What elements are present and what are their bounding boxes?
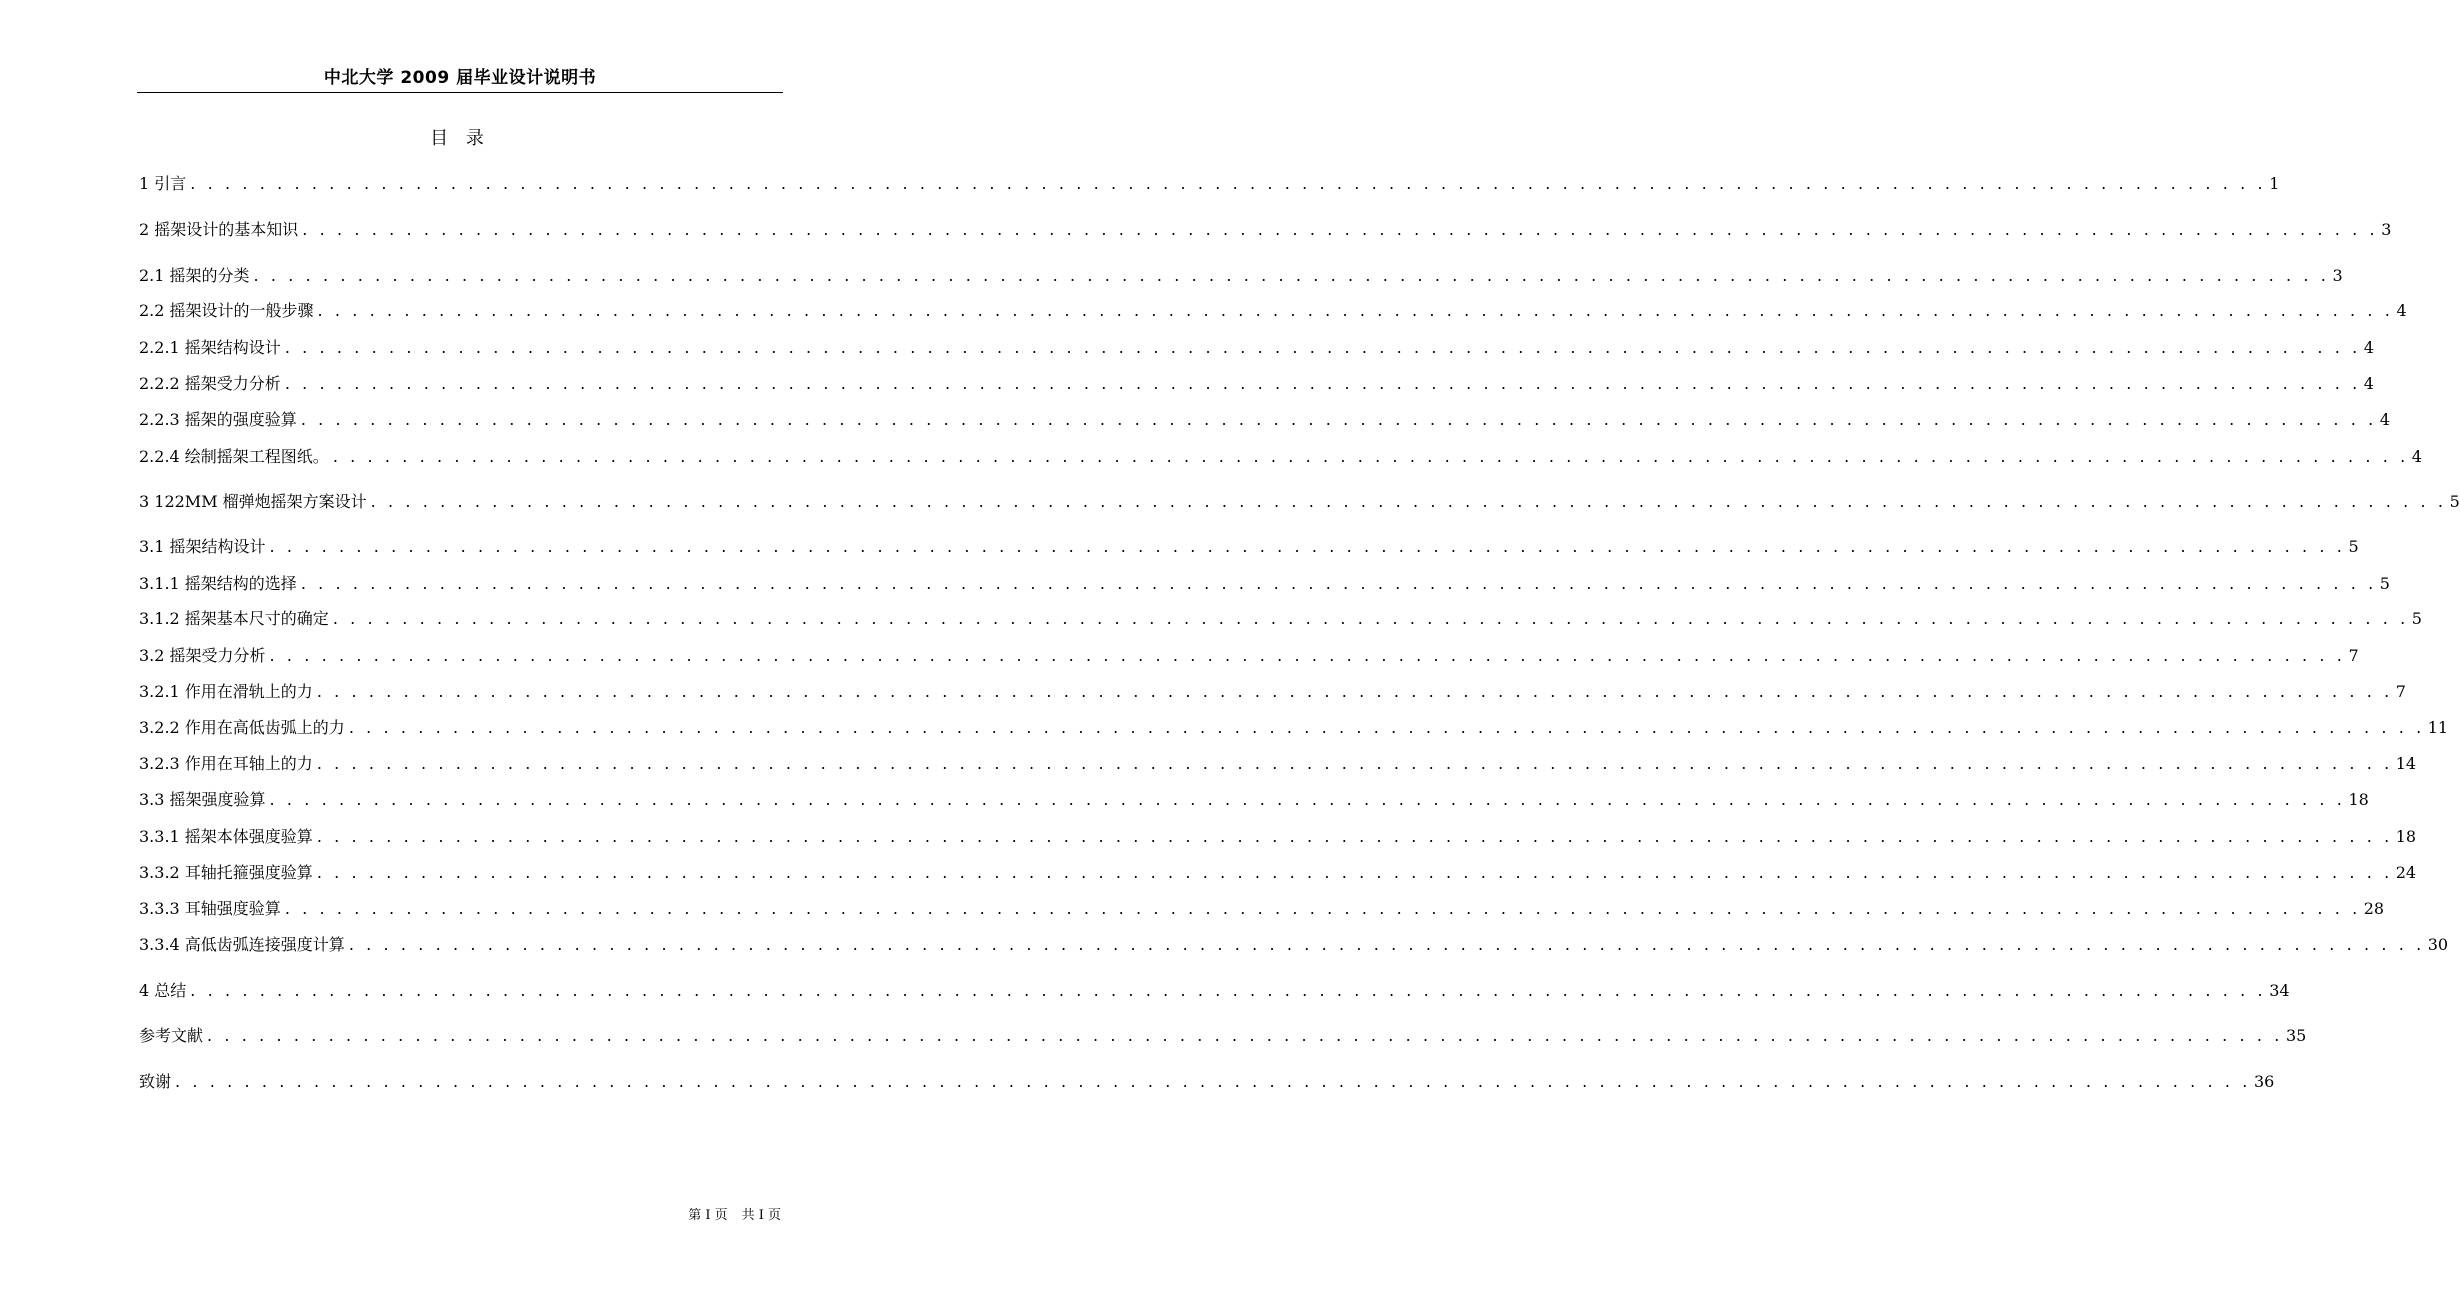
toc-entry-page-number: 1 <box>2269 174 2280 193</box>
toc-entry-label: 3.1.2 摇架基本尺寸的确定 <box>139 609 329 628</box>
toc-entry-page-number: 4 <box>2363 374 2374 393</box>
toc-entry-label: 3.2 摇架受力分析 <box>139 646 266 665</box>
toc-entry-page-number: 34 <box>2269 981 2290 1000</box>
toc-dot-leader: . . . . . . . . . . . . . . . . . . . . . . . . . . . . . . . . . . . . . . . . . . . . . . . . . . . . . . . . . . . . . . . . . . . . . . . . . . . . . . . . . . . . . . . . . . . . . . . . . . . . . . . . . . . . . . . . . . . . . . . . <box>190 981 2267 1000</box>
toc-entry-page-number: 35 <box>2285 1026 2307 1045</box>
toc-entry-label: 2.2.1 摇架结构设计 <box>139 338 281 357</box>
toc-entry-label: 2.1 摇架的分类 <box>139 266 250 285</box>
toc-title: 目 录 <box>430 128 490 149</box>
toc-entry-label: 3.2.3 作用在耳轴上的力 <box>139 754 313 773</box>
toc-entry-label: 3.3 摇架强度验算 <box>139 790 266 809</box>
toc-entry-label: 致谢 <box>139 1072 172 1091</box>
toc-entry-page-number: 4 <box>2411 447 2422 466</box>
toc-dot-leader: . . . . . . . . . . . . . . . . . . . . . . . . . . . . . . . . . . . . . . . . . . . . . . . . . . . . . . . . . . . . . . . . . . . . . . . . . . . . . . . . . . . . . . . . . . . . . . . . . . . . . . . . . . . . . . . . . . . . . . . . <box>302 220 2379 239</box>
page-header <box>137 64 783 93</box>
toc-entry <box>139 716 2449 740</box>
toc-entry-page-number: 3 <box>2332 266 2343 285</box>
toc-entry <box>139 897 2385 921</box>
footer-current-page: 第 I 页 <box>688 1208 728 1223</box>
toc-entry-page-number: 5 <box>2411 609 2422 628</box>
toc-entry-label: 3.3.2 耳轴托箍强度验算 <box>139 863 313 882</box>
toc-entry-label: 3.1.1 摇架结构的选择 <box>139 574 297 593</box>
toc-dot-leader: . . . . . . . . . . . . . . . . . . . . . . . . . . . . . . . . . . . . . . . . . . . . . . . . . . . . . . . . . . . . . . . . . . . . . . . . . . . . . . . . . . . . . . . . . . . . . . . . . . . . . . . . . . . . . . . . . . . . . . . . <box>316 863 2393 882</box>
toc-dot-leader: . . . . . . . . . . . . . . . . . . . . . . . . . . . . . . . . . . . . . . . . . . . . . . . . . . . . . . . . . . . . . . . . . . . . . . . . . . . . . . . . . . . . . . . . . . . . . . . . . . . . . . . . . . . . . . . . . . . . . . . . <box>269 790 2346 809</box>
toc-dot-leader: . . . . . . . . . . . . . . . . . . . . . . . . . . . . . . . . . . . . . . . . . . . . . . . . . . . . . . . . . . . . . . . . . . . . . . . . . . . . . . . . . . . . . . . . . . . . . . . . . . . . . . . . . . . . . . . . . . . . . . . . <box>332 447 2409 466</box>
header-title: 中北大学 2009 届毕业设计说明书 <box>323 68 597 88</box>
toc-entry-label: 1 引言 <box>139 174 187 193</box>
toc-entry-page-number: 3 <box>2381 220 2392 239</box>
toc-entry <box>139 1024 2307 1048</box>
toc-entry-page-number: 11 <box>2427 718 2449 737</box>
toc-entry-label: 参考文献 <box>139 1026 204 1045</box>
toc-entry-label: 2.2.2 摇架受力分析 <box>139 374 281 393</box>
toc-entry <box>139 1070 2275 1094</box>
toc-dot-leader: . . . . . . . . . . . . . . . . . . . . . . . . . . . . . . . . . . . . . . . . . . . . . . . . . . . . . . . . . . . . . . . . . . . . . . . . . . . . . . . . . . . . . . . . . . . . . . . . . . . . . . . . . . . . . . . . . . . . . . . . <box>253 266 2330 285</box>
toc-entry-page-number: 5 <box>2449 492 2460 511</box>
toc-entry-label: 2.2 摇架设计的一般步骤 <box>139 301 314 320</box>
toc-entry <box>139 788 2369 812</box>
toc-entry <box>139 218 2392 242</box>
toc-entry-label: 3.3.4 高低齿弧连接强度计算 <box>139 935 345 954</box>
toc-entry <box>139 408 2390 432</box>
toc-entry <box>139 825 2417 849</box>
toc-entry <box>139 752 2417 776</box>
toc-dot-leader: . . . . . . . . . . . . . . . . . . . . . . . . . . . . . . . . . . . . . . . . . . . . . . . . . . . . . . . . . . . . . . . . . . . . . . . . . . . . . . . . . . . . . . . . . . . . . . . . . . . . . . . . . . . . . . . . . . . . . . . . <box>269 646 2346 665</box>
toc-dot-leader: . . . . . . . . . . . . . . . . . . . . . . . . . . . . . . . . . . . . . . . . . . . . . . . . . . . . . . . . . . . . . . . . . . . . . . . . . . . . . . . . . . . . . . . . . . . . . . . . . . . . . . . . . . . . . . . . . . . . . . . . <box>207 1026 2283 1045</box>
toc-entry-label: 3.2.1 作用在滑轨上的力 <box>139 682 313 701</box>
toc-entry-page-number: 18 <box>2395 827 2417 846</box>
toc-entry-page-number: 4 <box>2363 338 2374 357</box>
toc-entry <box>139 490 2460 514</box>
toc-dot-leader: . . . . . . . . . . . . . . . . . . . . . . . . . . . . . . . . . . . . . . . . . . . . . . . . . . . . . . . . . . . . . . . . . . . . . . . . . . . . . . . . . . . . . . . . . . . . . . . . . . . . . . . . . . . . . . . . . . . . . . . . <box>332 609 2409 628</box>
toc-dot-leader: . . . . . . . . . . . . . . . . . . . . . . . . . . . . . . . . . . . . . . . . . . . . . . . . . . . . . . . . . . . . . . . . . . . . . . . . . . . . . . . . . . . . . . . . . . . . . . . . . . . . . . . . . . . . . . . . . . . . . . . . <box>300 410 2377 429</box>
toc-entry-label: 2.2.3 摇架的强度验算 <box>139 410 297 429</box>
toc-entry <box>139 299 2407 323</box>
toc-entry-page-number: 30 <box>2427 935 2449 954</box>
toc-dot-leader: . . . . . . . . . . . . . . . . . . . . . . . . . . . . . . . . . . . . . . . . . . . . . . . . . . . . . . . . . . . . . . . . . . . . . . . . . . . . . . . . . . . . . . . . . . . . . . . . . . . . . . . . . . . . . . . . . . . . . . . . <box>316 754 2393 773</box>
toc-dot-leader: . . . . . . . . . . . . . . . . . . . . . . . . . . . . . . . . . . . . . . . . . . . . . . . . . . . . . . . . . . . . . . . . . . . . . . . . . . . . . . . . . . . . . . . . . . . . . . . . . . . . . . . . . . . . . . . . . . . . . . . . <box>316 682 2393 701</box>
footer-total-pages: 共 I 页 <box>741 1208 781 1223</box>
toc-entry-label: 3.3.3 耳轴强度验算 <box>139 899 281 918</box>
toc-dot-leader: . . . . . . . . . . . . . . . . . . . . . . . . . . . . . . . . . . . . . . . . . . . . . . . . . . . . . . . . . . . . . . . . . . . . . . . . . . . . . . . . . . . . . . . . . . . . . . . . . . . . . . . . . . . . . . . . . . . . . . . . <box>190 174 2267 193</box>
toc-entry-page-number: 7 <box>2395 682 2406 701</box>
toc-dot-leader: . . . . . . . . . . . . . . . . . . . . . . . . . . . . . . . . . . . . . . . . . . . . . . . . . . . . . . . . . . . . . . . . . . . . . . . . . . . . . . . . . . . . . . . . . . . . . . . . . . . . . . . . . . . . . . . . . . . . . . . . <box>269 537 2346 556</box>
toc-dot-leader: . . . . . . . . . . . . . . . . . . . . . . . . . . . . . . . . . . . . . . . . . . . . . . . . . . . . . . . . . . . . . . . . . . . . . . . . . . . . . . . . . . . . . . . . . . . . . . . . . . . . . . . . . . . . . . . . . . . . . . . . <box>284 374 2361 393</box>
toc-entry-label: 2.2.4 绘制摇架工程图纸。 <box>139 447 329 466</box>
toc-entry <box>139 607 2422 631</box>
toc-entry-label: 3 122MM 榴弹炮摇架方案设计 <box>139 492 367 511</box>
toc-entry-page-number: 14 <box>2395 754 2417 773</box>
toc-entry-page-number: 28 <box>2363 899 2385 918</box>
toc-dot-leader: . . . . . . . . . . . . . . . . . . . . . . . . . . . . . . . . . . . . . . . . . . . . . . . . . . . . . . . . . . . . . . . . . . . . . . . . . . . . . . . . . . . . . . . . . . . . . . . . . . . . . . . . . . . . . . . . . . . . . . . . <box>317 301 2394 320</box>
toc-dot-leader: . . . . . . . . . . . . . . . . . . . . . . . . . . . . . . . . . . . . . . . . . . . . . . . . . . . . . . . . . . . . . . . . . . . . . . . . . . . . . . . . . . . . . . . . . . . . . . . . . . . . . . . . . . . . . . . . . . . . . . . . <box>175 1072 2251 1091</box>
toc-entry-page-number: 18 <box>2348 790 2369 809</box>
toc-dot-leader: . . . . . . . . . . . . . . . . . . . . . . . . . . . . . . . . . . . . . . . . . . . . . . . . . . . . . . . . . . . . . . . . . . . . . . . . . . . . . . . . . . . . . . . . . . . . . . . . . . . . . . . . . . . . . . . . . . . . . . . . <box>284 338 2361 357</box>
toc-entry-page-number: 24 <box>2395 863 2417 882</box>
toc-entry <box>139 372 2374 396</box>
toc-dot-leader: . . . . . . . . . . . . . . . . . . . . . . . . . . . . . . . . . . . . . . . . . . . . . . . . . . . . . . . . . . . . . . . . . . . . . . . . . . . . . . . . . . . . . . . . . . . . . . . . . . . . . . . . . . . . . . . . . . . . . . . . <box>316 827 2393 846</box>
toc-entry <box>139 644 2359 668</box>
toc-entry-page-number: 5 <box>2379 574 2390 593</box>
toc-dot-leader: . . . . . . . . . . . . . . . . . . . . . . . . . . . . . . . . . . . . . . . . . . . . . . . . . . . . . . . . . . . . . . . . . . . . . . . . . . . . . . . . . . . . . . . . . . . . . . . . . . . . . . . . . . . . . . . . . . . . . . . . <box>284 899 2361 918</box>
toc-entry-label: 3.2.2 作用在高低齿弧上的力 <box>139 718 345 737</box>
toc-entry-page-number: 36 <box>2253 1072 2275 1091</box>
toc-entry <box>139 445 2422 469</box>
toc-dot-leader: . . . . . . . . . . . . . . . . . . . . . . . . . . . . . . . . . . . . . . . . . . . . . . . . . . . . . . . . . . . . . . . . . . . . . . . . . . . . . . . . . . . . . . . . . . . . . . . . . . . . . . . . . . . . . . . . . . . . . . . . <box>348 935 2425 954</box>
toc-entry-label: 3.1 摇架结构设计 <box>139 537 266 556</box>
toc-entry-label: 3.3.1 摇架本体强度验算 <box>139 827 313 846</box>
toc-entry-page-number: 4 <box>2396 301 2407 320</box>
toc-entry-label: 2 摇架设计的基本知识 <box>139 220 299 239</box>
toc-entry <box>139 680 2406 704</box>
page-footer <box>688 1207 781 1225</box>
toc-entry <box>139 861 2417 885</box>
toc-dot-leader: . . . . . . . . . . . . . . . . . . . . . . . . . . . . . . . . . . . . . . . . . . . . . . . . . . . . . . . . . . . . . . . . . . . . . . . . . . . . . . . . . . . . . . . . . . . . . . . . . . . . . . . . . . . . . . . . . . . . . . . . <box>370 492 2447 511</box>
toc-entry <box>139 172 2280 196</box>
toc-dot-leader: . . . . . . . . . . . . . . . . . . . . . . . . . . . . . . . . . . . . . . . . . . . . . . . . . . . . . . . . . . . . . . . . . . . . . . . . . . . . . . . . . . . . . . . . . . . . . . . . . . . . . . . . . . . . . . . . . . . . . . . . <box>300 574 2377 593</box>
toc-entry-label: 4 总结 <box>139 981 187 1000</box>
toc-dot-leader: . . . . . . . . . . . . . . . . . . . . . . . . . . . . . . . . . . . . . . . . . . . . . . . . . . . . . . . . . . . . . . . . . . . . . . . . . . . . . . . . . . . . . . . . . . . . . . . . . . . . . . . . . . . . . . . . . . . . . . . . <box>348 718 2425 737</box>
toc-entry <box>139 535 2359 559</box>
toc-entry <box>139 264 2343 288</box>
toc-entry <box>139 572 2390 596</box>
toc-entry <box>139 933 2449 957</box>
toc-entry <box>139 336 2374 360</box>
toc-entry-page-number: 7 <box>2348 646 2359 665</box>
toc-entry-page-number: 4 <box>2379 410 2390 429</box>
toc-entry-page-number: 5 <box>2348 537 2359 556</box>
toc-entry <box>139 979 2290 1003</box>
